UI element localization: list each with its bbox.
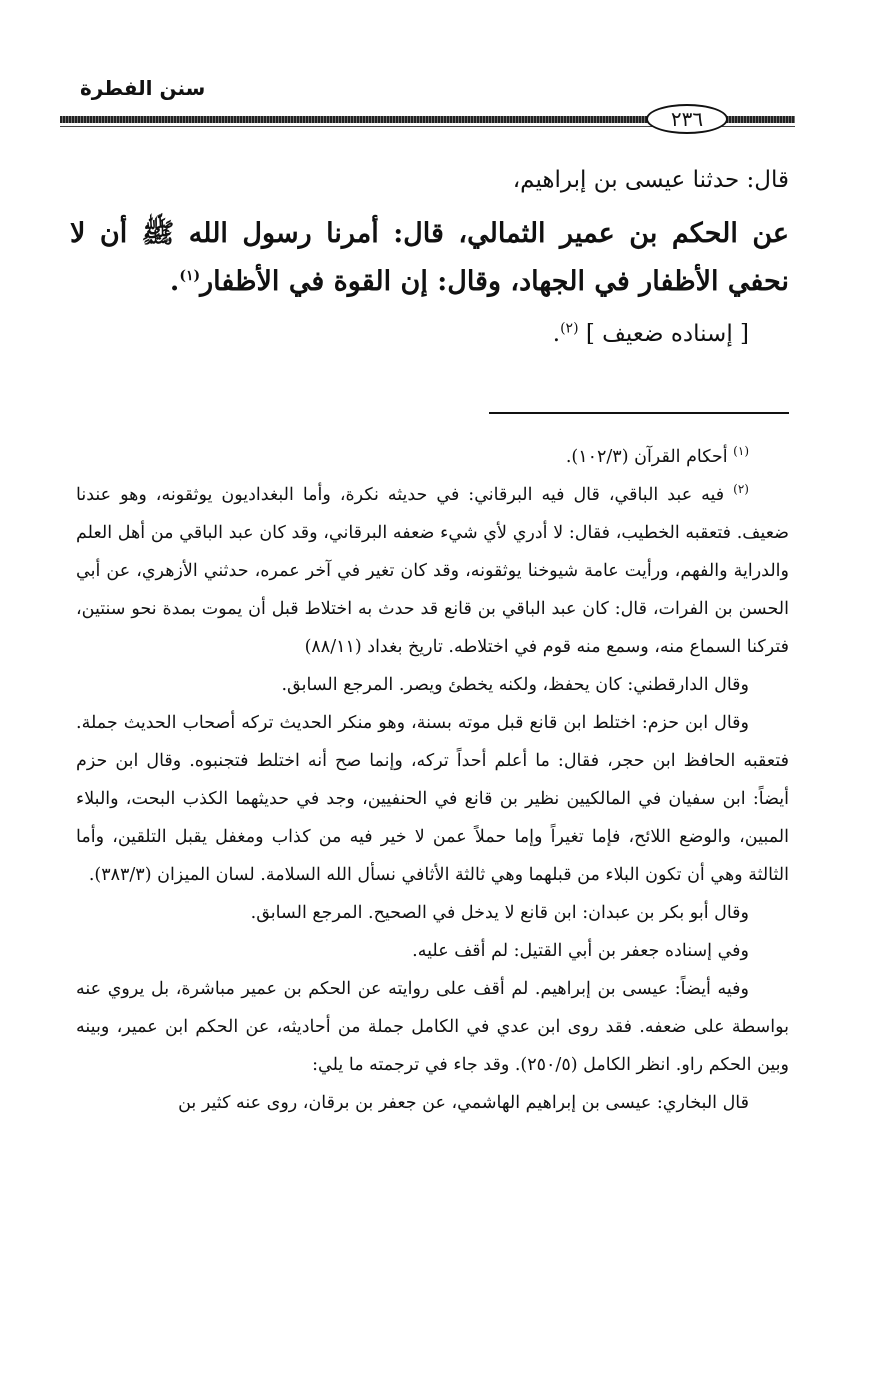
page-number: ٢٣٦: [646, 104, 728, 134]
narration-line: قال: حدثنا عيسى بن إبراهيم،: [512, 167, 789, 193]
footnote-also: وفيه أيضاً: عيسى بن إبراهيم. لم أقف على روايته عن الحكم بن عمير مباشرة، بل يروي عنه بواسطة على ضعفه. فقد روى ابن عدي في الكامل جملة من أحاديثه، عن الحكم ابن عمير، وبينه وبين الحكم راو. انظر الكامل (٢٥٠/٥). وقد جاء في ترجمته ما يلي:: [76, 979, 789, 1075]
footnote-ibn-hazm: وقال ابن حزم: اختلط ابن قانع قبل موته بسنة، وهو منكر الحديث تركه أصحاب الحديث جملة. فتعقبه الحافظ ابن حجر، فقال: ما أعلم أحداً تركه، وإنما صح أنه اختلط فتجنبوه. وقال ابن حزم أيضاً: ابن سفيان في المالكيين نظير بن قانع في الحنفيين، وجد في حديثهما الكذب البحت، والبلاء المبين، والوضع اللائح، فإما تغيراً وإما حملاً عمن لا خير فيه من كذاب ومغفل يقبل التلقين، وأما الثالثة وهي أن تكون البلاء من قبلهما وهي ثالثة الأثافي نسأل الله السلامة. لسان الميزان (٣٨٣/٣).: [76, 713, 789, 885]
footnotes: [76, 438, 789, 1122]
footnote-2-marker: (٢): [733, 482, 749, 497]
footnote-separator: [489, 412, 789, 414]
hadith-text: [70, 210, 789, 306]
footnote-1-text: أحكام القرآن (١٠٢/٣).: [565, 447, 728, 467]
footnote-bukhari: قال البخاري: عيسى بن إبراهيم الهاشمي، عن جعفر بن برقان، روى عنه كثير بن: [178, 1093, 749, 1113]
footnote-daraqutni: وقال الدارقطني: كان يحفظ، ولكنه يخطئ ويصر. المرجع السابق.: [281, 675, 749, 695]
footnote-2: [76, 476, 789, 666]
footnote-isnad: وفي إسناده جعفر بن أبي القتيل: لم أقف عليه.: [412, 941, 749, 961]
grading-end: .: [552, 321, 561, 347]
footnote-1: [76, 438, 789, 476]
hadith-end: .: [169, 266, 180, 297]
grading-text: [ إسناده ضعيف ]: [585, 321, 749, 347]
book-title: سنن الفطرة: [80, 76, 206, 100]
footnote-abu-bakr: وقال أبو بكر بن عبدان: ابن قانع لا يدخل في الصحيح. المرجع السابق.: [250, 903, 749, 923]
main-text: [70, 160, 789, 354]
page-header: [60, 70, 795, 130]
footnote-1-marker: (١): [733, 444, 749, 459]
footnote-ref-1[interactable]: (١): [179, 268, 201, 284]
footnote-ref-2[interactable]: (٢): [560, 320, 579, 337]
grading-line: [70, 314, 789, 354]
hadith-body: عن الحكم بن عمير الثمالي، قال: أمرنا رسول الله ﷺ أن لا نحفي الأظفار في الجهاد، وقال: إن القوة في الأظفار: [70, 218, 789, 297]
footnote-2-text: فيه عبد الباقي، قال فيه البرقاني: في حديثه نكرة، وأما البغداديون يوثقونه، وهو عندنا ضعيف. فتعقبه الخطيب، فقال: لا أدري لأي شيء ضعفه البرقاني، وقد كان عبد الباقي من أهل العلم والدراية والفهم، ورأيت عامة شيوخنا يوثقونه، وقد كان تغير في آخر عمره، حدثني الأزهري، عن أبي الحسن بن الفرات، قال: كان عبد الباقي بن قانع قد حدث به اختلاط قبل أن يموت بمدة نحو سنتين، فتركنا السماع منه، وسمع منه قوم في اختلاطه. تاريخ بغداد (٨٨/١١): [76, 485, 789, 657]
